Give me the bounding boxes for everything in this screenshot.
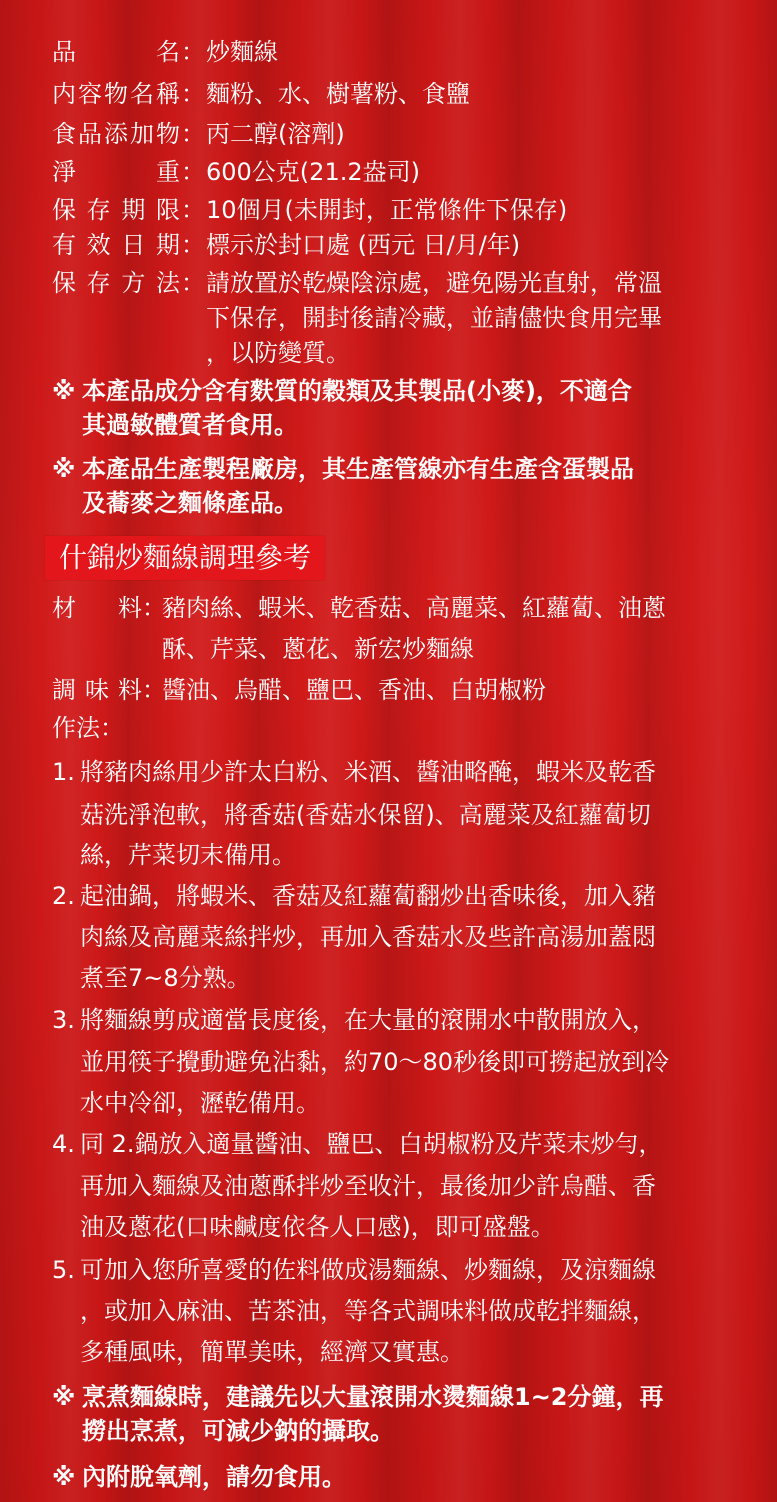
step-line: 起油鍋，將蝦米、香菇及紅蘿蔔翻炒出香味後，加入豬 [80,882,656,910]
seasoning-label: 調味料 [52,676,142,704]
step-line: 將麵線剪成適當長度後，在大量的滾開水中散開放入， [80,1006,656,1034]
step-line: 多種風味，簡單美味，經濟又實惠。 [80,1338,464,1366]
step-number: 1. [52,758,75,786]
warning-line: 本產品生產製程廠房，其生產管線亦有生產含蛋製品 [82,455,634,483]
step-line: ，或加入麻油、苦茶油，等各式調味料做成乾拌麵線， [80,1297,656,1325]
ingredients-value: 豬肉絲、蝦米、乾香菇、高麗菜、紅蘿蔔、油蔥 [162,594,666,622]
info-label: 保存期限 [52,196,180,224]
facility-warning [52,452,712,520]
ingredients-continued: 酥、芹菜、蔥花、新宏炒麵線 [162,635,474,663]
info-label: 食品添加物 [52,120,180,148]
step-2 [52,876,656,916]
info-row-contents [52,79,470,109]
allergen-warning [52,374,712,442]
storage-continued: 下保存，開封後請冷藏，並請儘快食用完畢 [206,304,662,332]
tip-line: 內附脫氧劑，請勿食用。 [82,1463,346,1491]
info-colon: ： [181,38,205,66]
info-value: 丙二醇(溶劑) [206,120,345,148]
step-line: 並用筷子攪動避免沾黏，約70～80秒後即可撈起放到冷 [80,1048,670,1076]
info-colon: ： [181,80,205,108]
info-value: 標示於封口處 (西元 日/月/年) [206,231,521,259]
info-value: 麵粉、水、樹薯粉、食鹽 [206,80,470,108]
step-3 [52,1000,656,1040]
warning-line: 其過敏體質者食用。 [82,411,298,439]
warning-line: 及蕎麥之麵條產品。 [82,489,298,517]
info-row-additives [52,119,345,149]
storage-continued: ，以防變質。 [206,339,350,367]
seasoning-row [52,674,546,706]
info-row-name [52,37,278,67]
reference-mark: ※ [52,377,76,405]
step-line: 將豬肉絲用少許太白粉、米酒、醬油略醃，蝦米及乾香 [80,758,656,786]
recipe-title: 什錦炒麵線調理參考 [45,536,325,580]
step-1 [52,752,656,792]
ingredients-label: 材料 [52,594,142,622]
step-number: 3. [52,1006,75,1034]
reference-mark: ※ [52,455,76,483]
info-colon: ： [142,676,166,704]
warning-line: 本產品成分含有麩質的穀類及其製品(小麥)，不適合 [82,377,632,405]
info-value: 炒麵線 [206,38,278,66]
info-row-storage [52,268,662,298]
info-colon: ： [181,269,205,297]
info-row-shelf-life [52,195,567,225]
step-line: 肉絲及高麗菜絲拌炒，再加入香菇水及些許高湯加蓋悶 [80,923,656,951]
tip-line: 撈出烹煮，可減少鈉的攝取。 [82,1417,394,1445]
cooking-tip [52,1380,712,1448]
step-5 [52,1250,656,1290]
step-line: 油及蔥花(口味鹹度依各人口感)，即可盛盤。 [80,1213,555,1241]
step-line: 再加入麵線及油蔥酥拌炒至收汁，最後加少許烏醋、香 [80,1172,656,1200]
info-row-expiry [52,230,520,260]
step-number: 4. [52,1130,75,1158]
info-colon: ： [181,120,205,148]
step-line: 菇洗淨泡軟，將香菇(香菇水保留)、高麗菜及紅蘿蔔切 [80,801,651,829]
step-number: 2. [52,882,75,910]
reference-mark: ※ [52,1383,76,1411]
info-row-net-weight [52,157,420,187]
step-line: 可加入您所喜愛的佐料做成湯麵線、炒麵線，及涼麵線 [80,1256,656,1284]
deoxidizer-note [52,1460,712,1494]
step-line: 煮至7~8分熟。 [80,964,251,992]
step-number: 5. [52,1256,75,1284]
step-4 [52,1124,663,1164]
info-colon: ： [181,158,205,186]
info-label: 内容物名稱 [52,80,180,108]
info-label: 淨重 [52,158,180,186]
step-line: 同 2.鍋放入適量醬油、鹽巴、白胡椒粉及芹菜末炒勻， [80,1130,663,1158]
info-colon: ： [181,231,205,259]
info-label: 保存方法 [52,269,180,297]
step-line: 水中冷卻，瀝乾備用。 [80,1089,320,1117]
info-value: 600公克(21.2盎司) [206,158,420,186]
reference-mark: ※ [52,1463,76,1491]
step-line: 絲，芹菜切末備用。 [80,841,296,869]
info-value: 10個月(未開封，正常條件下保存) [206,196,568,224]
method-label: 作法： [52,714,124,742]
info-label: 品名 [52,38,180,66]
info-label: 有效日期 [52,231,180,259]
seasoning-value: 醬油、烏醋、鹽巴、香油、白胡椒粉 [162,676,546,704]
tip-line: 烹煮麵線時，建議先以大量滾開水燙麵線1~2分鐘，再 [82,1383,664,1411]
ingredients-row [52,592,666,624]
info-value: 請放置於乾燥陰涼處，避免陽光直射，常溫 [206,269,662,297]
info-colon: ： [142,594,166,622]
info-colon: ： [181,196,205,224]
